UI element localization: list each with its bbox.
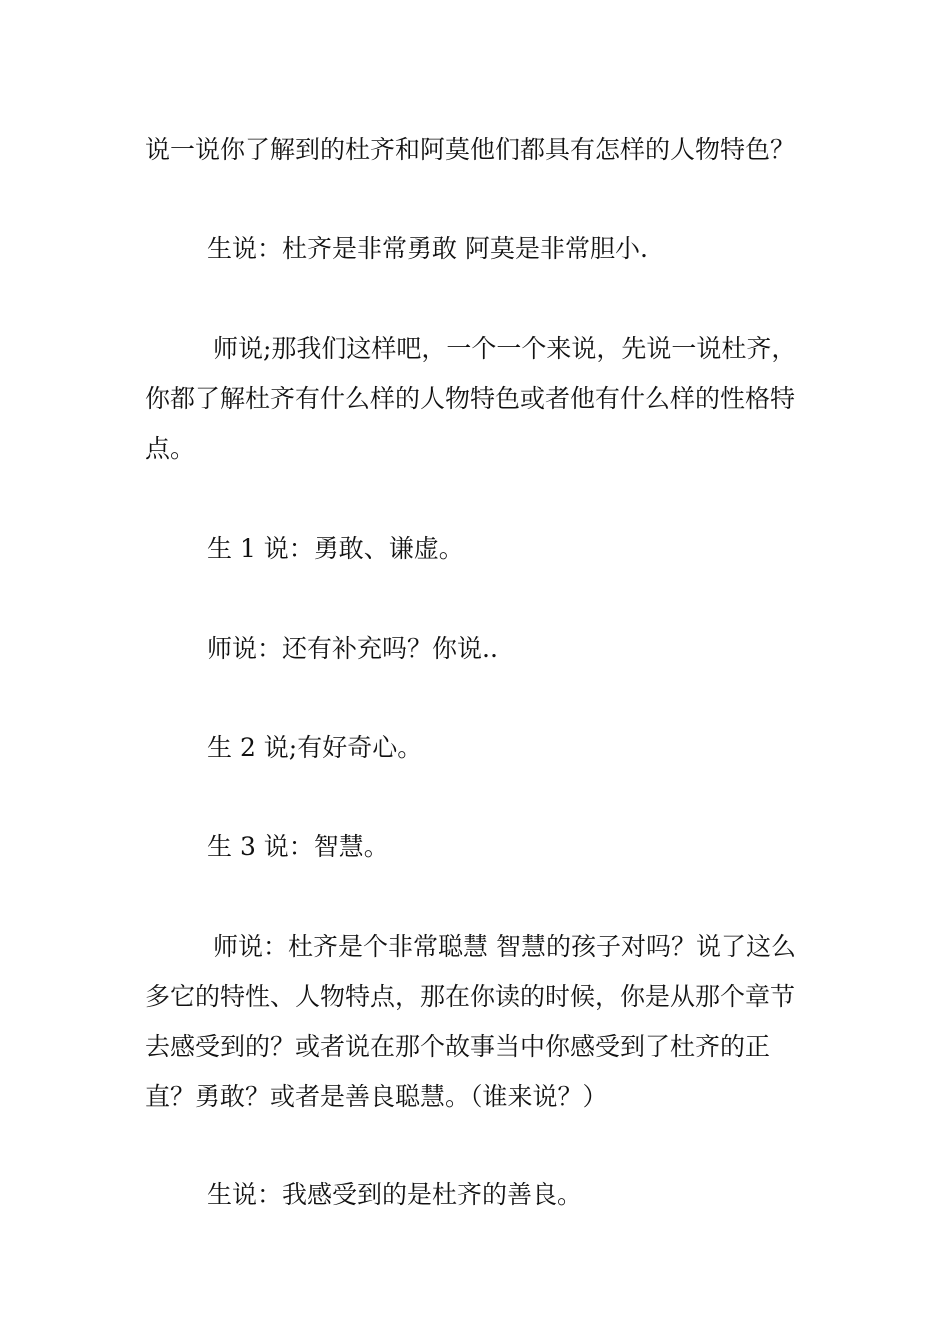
paragraph-teacher-question: 师说：杜齐是个非常聪慧 智慧的孩子对吗？说了这么多它的特性、人物特点，那在你读的时候，你是从那个章节去感受到的？或者说在那个故事当中你感受到了杜齐的正直？勇敢？或者是善良聪慧。（谁来说？） xyxy=(145,932,796,1111)
paragraph-student-kindness: 生说：我感受到的是杜齐的善良。 xyxy=(207,1180,583,1209)
paragraph-teacher-followup: 师说：还有补充吗？你说.. xyxy=(207,634,498,663)
paragraph-student-2: 生 2 说;有好奇心。 xyxy=(207,733,423,762)
paragraph-teacher-prompt: 师说;那我们这样吧，一个一个来说，先说一说杜齐，你都了解杜齐有什么样的人物特色或者他有什么样的性格特点。 xyxy=(145,334,797,463)
paragraph-student-answer: 生说：杜齐是非常勇敢 阿莫是非常胆小. xyxy=(207,234,648,263)
paragraph-student-3: 生 3 说：智慧。 xyxy=(207,832,389,861)
paragraph-question: 说一说你了解到的杜齐和阿莫他们都具有怎样的人物特色？ xyxy=(145,135,796,164)
paragraph-student-1: 生 1 说：勇敢、谦虚。 xyxy=(207,534,464,563)
